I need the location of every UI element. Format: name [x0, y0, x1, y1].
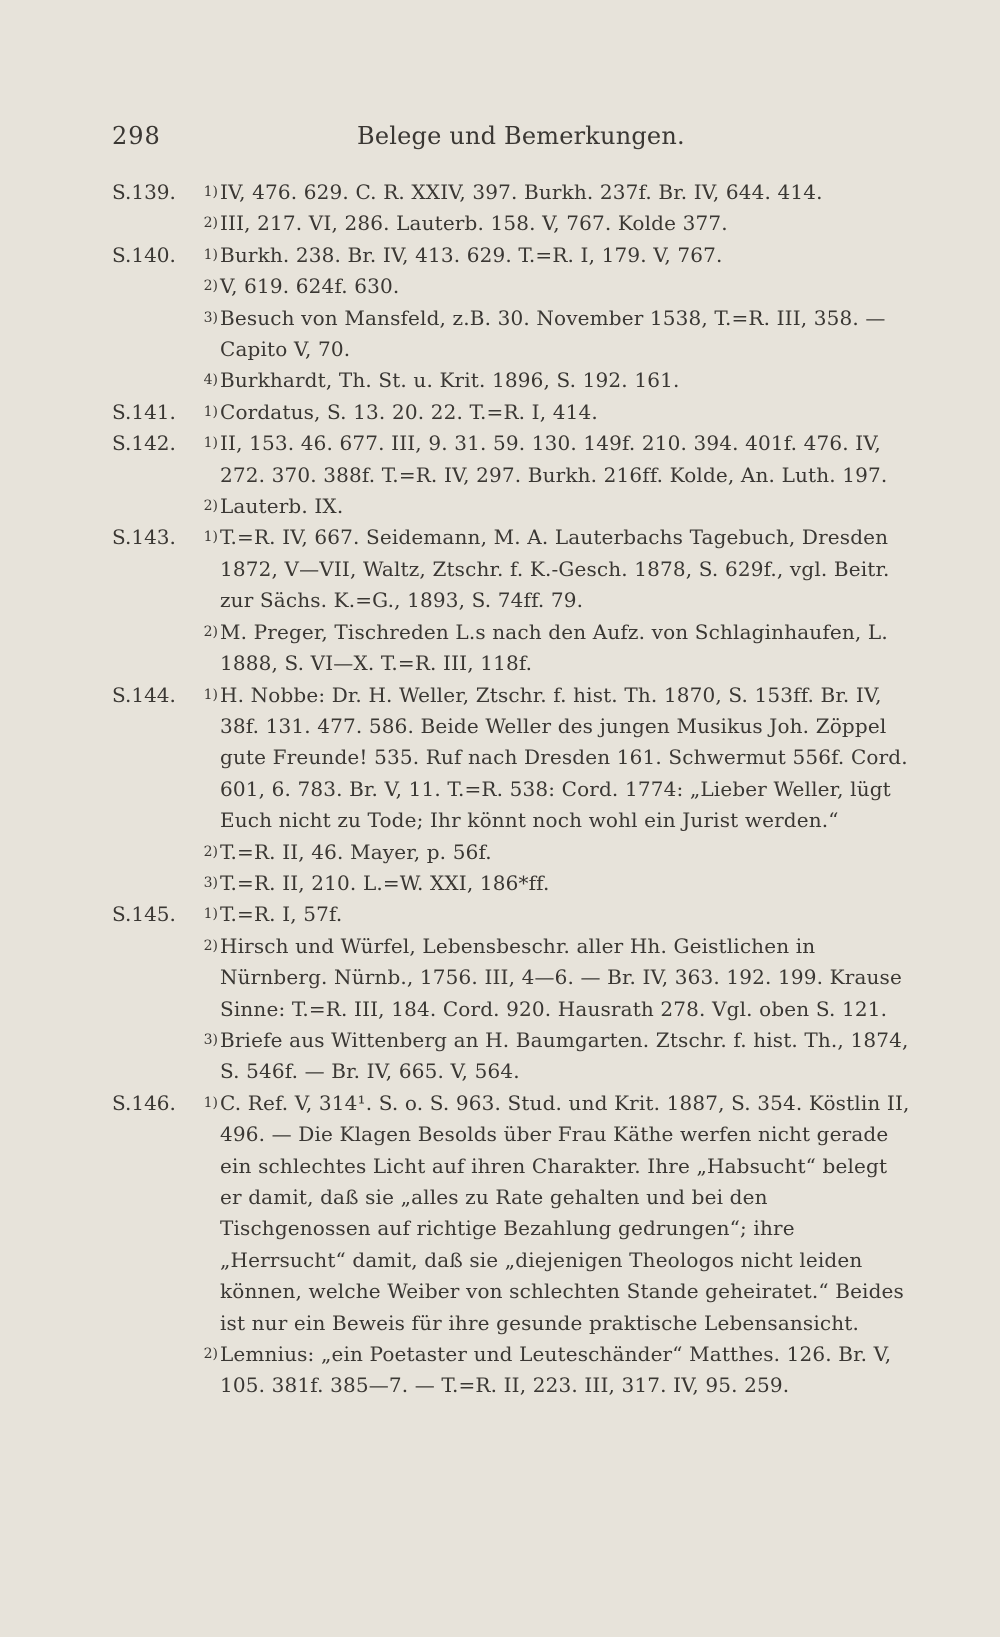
note-text: IV, 476. 629. C. R. XXIV, 397. Burkh. 237f. Br. IV, 644. 414.: [220, 180, 823, 204]
footnote-marker: 1): [203, 529, 218, 546]
note-entry: [112, 208, 912, 239]
note-text: T.=R. I, 57f.: [220, 902, 343, 927]
footnote-marker: 2): [203, 215, 218, 232]
note-text: Briefe aus Wittenberg an H. Baumgarten. Ztschr. f. hist. Th., 1874, S. 546f. — Br. IV, 665. V, 564.: [220, 1027, 909, 1084]
footnote-marker: 2): [203, 278, 218, 295]
footnote-marker: 1): [203, 184, 218, 200]
note-text: T.=R. II, 46. Mayer, p. 56f.: [220, 839, 492, 864]
note-text: T.=R. IV, 667. Seidemann, M. A. Lauterbachs Tagebuch, Dresden 1872, V—VII, Waltz, Ztschr. f. K.-Gesch. 1878, S. 629f., vgl. Beitr. zur Sächs. K.=G., 1893, S. 74ff. 79.: [220, 525, 890, 613]
note-text: Hirsch und Würfel, Lebensbeschr. aller Hh. Geistlichen in Nürnberg. Nürnb., 1756. III, 4—6. — Br. IV, 363. 192. 199. Krause Sinne: T.=R. III, 184. Cord. 920. Hausrath 278. Vgl. oben S. 121.: [220, 933, 902, 1021]
note-entry: [112, 428, 912, 491]
note-text: Burkh. 238. Br. IV, 413. 629. T.=R. I, 179. V, 767.: [220, 242, 723, 267]
note-entry: [112, 1025, 912, 1088]
note-entry: [112, 868, 912, 899]
note-entry: [112, 1088, 912, 1339]
note-entry: [112, 303, 912, 366]
page-reference-label: S.139.: [112, 180, 176, 204]
note-entry: [112, 397, 912, 428]
note-entry: [112, 680, 912, 837]
note-text: Cordatus, S. 13. 20. 22. T.=R. I, 414.: [220, 399, 598, 424]
note-entry: [112, 491, 912, 522]
footnote-marker: 3): [203, 309, 218, 326]
footnote-marker: 3): [203, 874, 218, 891]
note-entry: [112, 271, 912, 302]
page-reference-label: S.140.: [112, 242, 176, 267]
note-entry: [112, 522, 912, 616]
page-reference-label: S.144.: [112, 682, 176, 707]
notes-list: [112, 177, 912, 1402]
page-number: 298: [112, 122, 161, 150]
footnote-marker: 1): [203, 686, 218, 703]
note-text: M. Preger, Tischreden L.s nach den Aufz. von Schlaginhaufen, L. 1888, S. VI—X. T.=R. III, 118f.: [220, 619, 888, 676]
note-entry: [112, 899, 912, 930]
footnote-marker: 1): [203, 246, 218, 263]
page-reference-label: S.142.: [112, 431, 176, 456]
footnote-marker: 2): [203, 623, 218, 640]
note-text: Lauterb. IX.: [220, 494, 344, 519]
note-text: C. Ref. V, 314¹. S. o. S. 963. Stud. und Krit. 1887, S. 354. Köstlin II, 496. — Die Klagen Besolds über Frau Käthe werfen nicht gerade ein schlechtes Licht auf ihren Charakter. Ihre „Habsucht“ belegt er damit, daß sie „alles zu Rate gehalten und bei den Tischgenossen auf richtige Bezahlung gedrungen“; ihre „Herrsucht“ damit, daß sie „diejenigen Theologos nicht leiden können, welche Weiber von schlechten Stande geheiratet.“ Beides ist nur ein Beweis für ihre gesunde praktische Lebensansicht.: [220, 1090, 910, 1335]
footnote-marker: 2): [203, 1346, 218, 1363]
footnote-marker: 1): [203, 403, 218, 420]
page-reference-label: S.143.: [112, 525, 176, 550]
page-header: [112, 122, 892, 162]
footnote-marker: 2): [203, 937, 218, 954]
note-entry: [112, 837, 912, 868]
note-text: II, 153. 46. 677. III, 9. 31. 59. 130. 149f. 210. 394. 401f. 476. IV, 272. 370. 388f. T.=R. IV, 297. Burkh. 216ff. Kolde, An. Luth. 197.: [220, 431, 888, 487]
note-text: H. Nobbe: Dr. H. Weller, Ztschr. f. hist. Th. 1870, S. 153ff. Br. IV, 38f. 131. 477. 586. Beide Weller des jungen Musikus Joh. Zöppel gute Freunde! 535. Ruf nach Dresden 161. Schwermut 556f. Cord. 601, 6. 783. Br. V, 11. T.=R. 538: Cord. 1774: „Lieber Weller, lügt Euch nicht zu Tode; Ihr könnt noch wohl ein Jurist werden.“: [220, 682, 908, 833]
note-entry: [112, 240, 912, 271]
footnote-marker: 2): [203, 843, 218, 860]
note-entry: [112, 177, 912, 208]
footnote-marker: 4): [203, 372, 218, 389]
footnote-marker: 1): [203, 435, 218, 452]
note-entry: [112, 931, 912, 1025]
page-reference-label: S.145.: [112, 902, 176, 927]
footnote-marker: 1): [203, 906, 218, 923]
note-entry: [112, 617, 912, 680]
note-text: V, 619. 624f. 630.: [220, 274, 400, 299]
page-reference-label: S.141.: [112, 399, 176, 424]
footnote-marker: 3): [203, 1031, 218, 1048]
running-head-title: Belege und Bemerkungen.: [357, 122, 685, 150]
note-text: Lemnius: „ein Poetaster und Leuteschänder“ Matthes. 126. Br. V, 105. 381f. 385—7. — T.=R. II, 223. III, 317. IV, 95. 259.: [220, 1342, 892, 1398]
note-text: Burkhardt, Th. St. u. Krit. 1896, S. 192. 161.: [220, 368, 680, 393]
footnote-marker: 2): [203, 498, 218, 515]
note-entry: [112, 1339, 912, 1402]
note-text: T.=R. II, 210. L.=W. XXI, 186*ff.: [220, 870, 550, 895]
page-reference-label: S.146.: [112, 1090, 176, 1115]
note-entry: [112, 365, 912, 396]
note-text: Besuch von Mansfeld, z.B. 30. November 1538, T.=R. III, 358. — Capito V, 70.: [220, 305, 886, 362]
footnote-marker: 1): [203, 1094, 218, 1111]
note-text: III, 217. VI, 286. Lauterb. 158. V, 767. Kolde 377.: [220, 211, 728, 236]
